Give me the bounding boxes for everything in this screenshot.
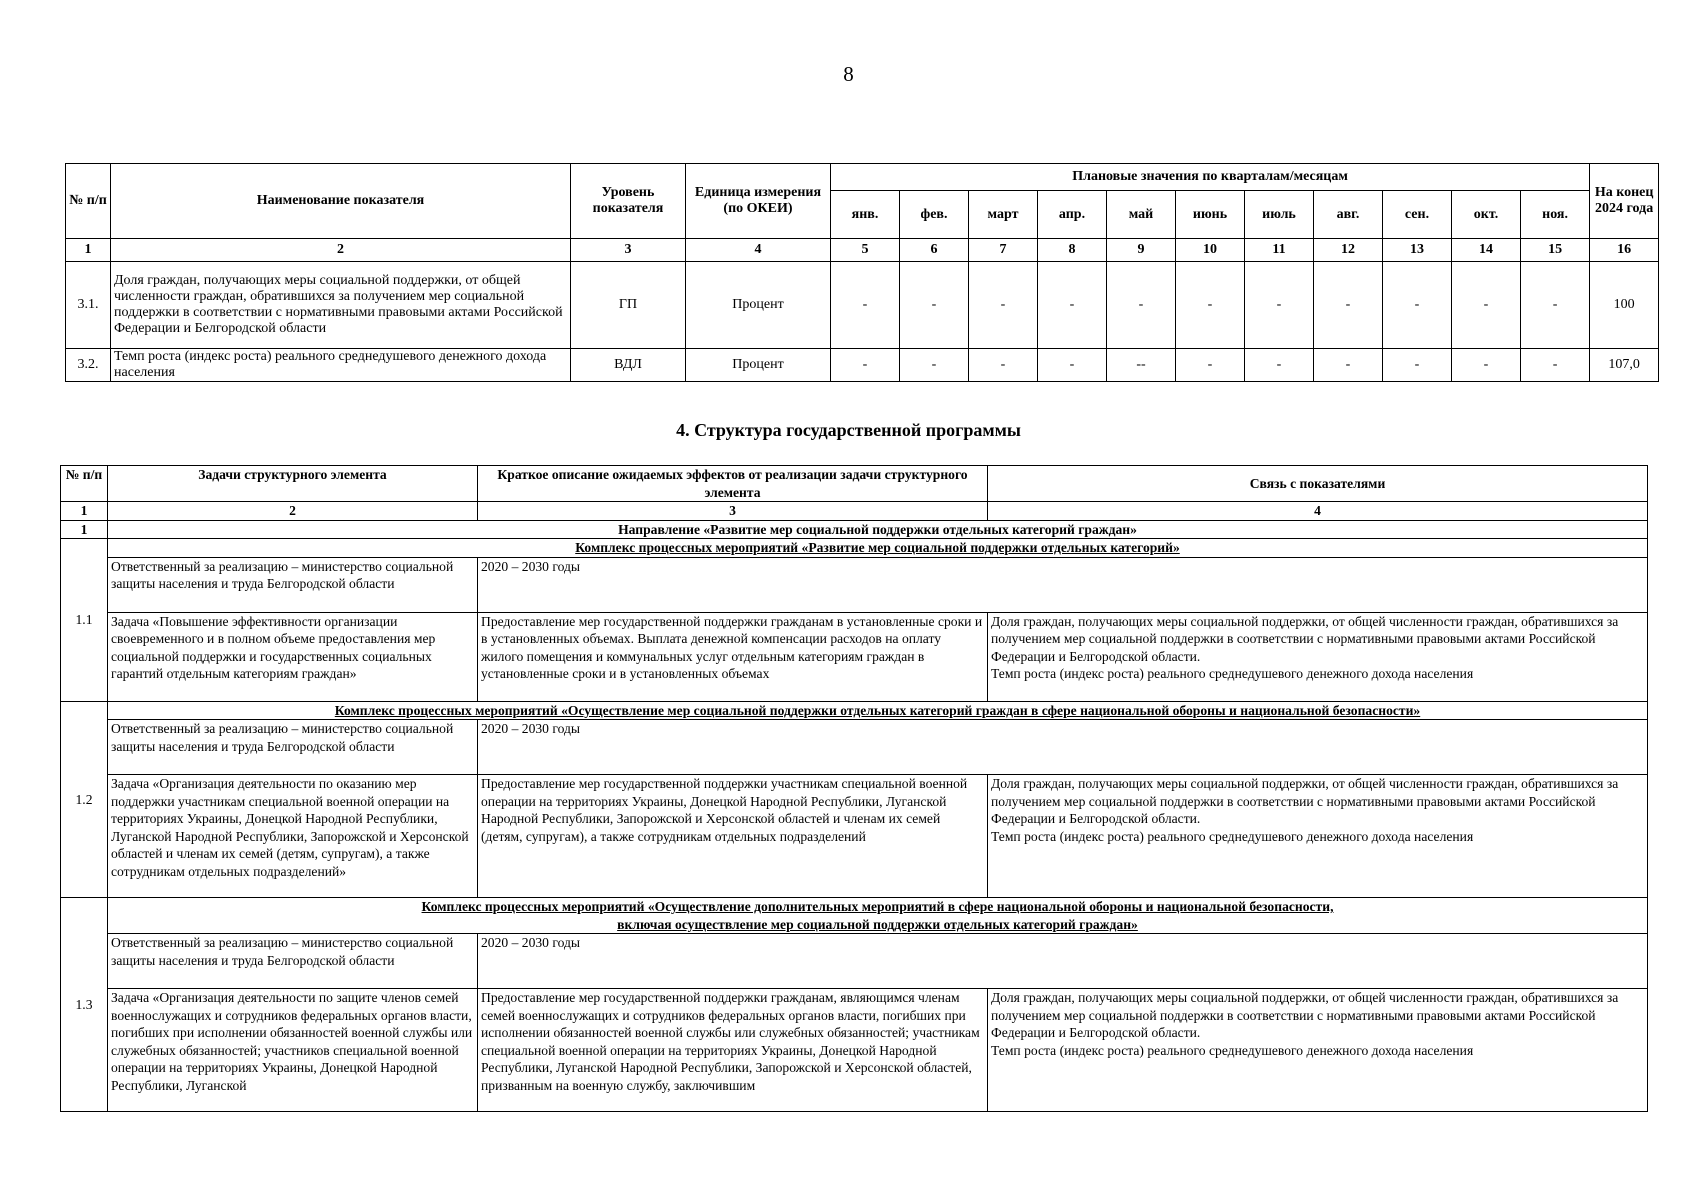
link-indicator-share: Доля граждан, получающих меры социальной поддержки, от общей численности граждан, обратившихся за получением мер социальной поддержки в соответствии с нормативными правовыми актами Российской Федерации и Белгородской области.: [991, 776, 1619, 826]
responsible-text: Ответственный за реализацию – министерство социальной защиты населения и труда Белгородской области: [108, 557, 478, 612]
row-end-value: 100: [1590, 262, 1659, 349]
row-month-value: -: [969, 262, 1038, 349]
effect-text: Предоставление мер государственной поддержки гражданам в установленные сроки и в установленных объемах. Выплата денежной компенсации расходов на оплату жилого помещения и коммунальных услуг отдельным категориям граждан в установленные сроки и в установленных объемах: [478, 612, 988, 701]
col-number: 7: [969, 239, 1038, 262]
task-row: [61, 612, 1648, 701]
complex-title-line2: включая осуществление мер социальной поддержки отдельных категорий граждан»: [617, 916, 1138, 932]
month-header: фев.: [900, 191, 969, 239]
page-number: 8: [843, 62, 854, 86]
row-month-value: -: [1107, 262, 1176, 349]
col-number: 6: [900, 239, 969, 262]
row-end-value: 107,0: [1590, 349, 1659, 382]
complex-row: [61, 701, 1648, 720]
row-month-value: -: [831, 349, 900, 382]
link-indicator-share: Доля граждан, получающих меры социальной поддержки, от общей численности граждан, обратившихся за получением мер социальной поддержки в соответствии с нормативными правовыми актами Российской Федерации и Белгородской области.: [991, 990, 1619, 1040]
header-name: Наименование показателя: [111, 164, 571, 239]
table-row: [66, 349, 1659, 382]
col-number: 3: [571, 239, 686, 262]
row-month-value: -: [900, 349, 969, 382]
responsible-text: Ответственный за реализацию – министерство социальной защиты населения и труда Белгородской области: [108, 934, 478, 989]
row-level: ВДЛ: [571, 349, 686, 382]
period-text: 2020 – 2030 годы: [478, 720, 1648, 775]
header-unit: Единица измерения (по ОКЕИ): [686, 164, 831, 239]
responsible-text: Ответственный за реализацию – министерство социальной защиты населения и труда Белгородской области: [108, 720, 478, 775]
row-month-value: -: [1176, 262, 1245, 349]
row-month-value: -: [1452, 349, 1521, 382]
effect-text: Предоставление мер государственной поддержки гражданам, являющимся членам семей военнослужащих и сотрудников федеральных органов власти, погибших при исполнении обязанностей военной службы или служебных обязанностей; участникам специальной военной операции на территориях Украины, Донецкой Народной Республики, Луганской Народной Республики, Запорожской и Херсонской областей, призванным на военную службу, заключившим: [478, 989, 988, 1112]
row-month-value: -: [831, 262, 900, 349]
col-number: 10: [1176, 239, 1245, 262]
month-header: ноя.: [1521, 191, 1590, 239]
col-number: 16: [1590, 239, 1659, 262]
block-num: 1.2: [61, 701, 108, 898]
month-header: окт.: [1452, 191, 1521, 239]
period-text: 2020 – 2030 годы: [478, 557, 1648, 612]
header-effects: Краткое описание ожидаемых эффектов от реализации задачи структурного элемента: [478, 466, 988, 502]
row-month-value: -: [1314, 262, 1383, 349]
header-link: Связь с показателями: [988, 466, 1648, 502]
row-month-value: -: [969, 349, 1038, 382]
row-month-value: -: [1383, 349, 1452, 382]
col-number: 2: [108, 502, 478, 521]
row-month-value: -: [1521, 349, 1590, 382]
row-month-value: -: [1038, 349, 1107, 382]
row-month-value: --: [1107, 349, 1176, 382]
column-numbers-row: [61, 502, 1648, 521]
header-tasks: Задачи структурного элемента: [108, 466, 478, 502]
row-month-value: -: [1521, 262, 1590, 349]
row-month-value: -: [1314, 349, 1383, 382]
col-number: 9: [1107, 239, 1176, 262]
link-indicator-income: Темп роста (индекс роста) реального среднедушевого денежного дохода населения: [991, 666, 1474, 681]
column-numbers-row: [66, 239, 1659, 262]
header-num: № п/п: [61, 466, 108, 502]
month-header: янв.: [831, 191, 900, 239]
block-num: 1.3: [61, 898, 108, 1112]
link-indicator-income: Темп роста (индекс роста) реального среднедушевого денежного дохода населения: [991, 1042, 1474, 1058]
col-number: 2: [111, 239, 571, 262]
header-num: № п/п: [66, 164, 111, 239]
table-row: [66, 262, 1659, 349]
col-number: 13: [1383, 239, 1452, 262]
header-end: На конец 2024 года: [1590, 164, 1659, 239]
row-month-value: -: [1452, 262, 1521, 349]
structure-header-row: [61, 466, 1648, 502]
link-text: [988, 612, 1648, 701]
link-indicator-income: Темп роста (индекс роста) реального среднедушевого денежного дохода населения: [991, 828, 1474, 844]
indicators-table: [65, 163, 1659, 382]
col-number: 15: [1521, 239, 1590, 262]
task-text: Задача «Организация деятельности по защите членов семей военнослужащих и сотрудников федеральных органов власти, погибших при исполнении обязанностей военной службы или служебных обязанностей; участников специальной военной операции на территориях Украины, Донецкой Народной Республики, Луганской: [108, 989, 478, 1112]
complex-title: Комплекс процессных мероприятий «Развитие мер социальной поддержки отдельных категорий»: [108, 539, 1648, 558]
structure-table: [60, 465, 1648, 1112]
link-text: [988, 989, 1648, 1112]
complex-title-line1: Комплекс процессных мероприятий «Осуществление дополнительных мероприятий в сфере национальной обороны и национальной безопасности,: [421, 899, 1334, 914]
row-month-value: -: [1383, 262, 1452, 349]
col-number: 5: [831, 239, 900, 262]
month-header: март: [969, 191, 1038, 239]
complex-title: [108, 898, 1648, 934]
direction-num: 1: [61, 520, 108, 539]
row-num: 3.1.: [66, 262, 111, 349]
responsible-row: [61, 934, 1648, 989]
col-number: 1: [61, 502, 108, 521]
row-unit: Процент: [686, 262, 831, 349]
col-number: 1: [66, 239, 111, 262]
task-text: Задача «Повышение эффективности организации своевременного и в полном объеме предоставления мер социальной поддержки и государственных социальных гарантий отдельным категориям граждан»: [108, 612, 478, 701]
col-number: 4: [686, 239, 831, 262]
month-header: авг.: [1314, 191, 1383, 239]
row-month-value: -: [1176, 349, 1245, 382]
complex-title: Комплекс процессных мероприятий «Осуществление мер социальной поддержки отдельных категорий граждан в сфере национальной обороны и национальной безопасности»: [108, 701, 1648, 720]
task-text: Задача «Организация деятельности по оказанию мер поддержки участникам специальной военной операции на территориях Украины, Донецкой Народной Республики, Луганской Народной Республики, Запорожской и Херсонской областей и членам их семей (детям, супругам), а также сотрудникам отдельных подразделений»: [108, 775, 478, 898]
col-number: 4: [988, 502, 1648, 521]
indicators-header-row: [66, 164, 1659, 191]
col-number: 11: [1245, 239, 1314, 262]
row-name: Темп роста (индекс роста) реального среднедушевого денежного дохода населения: [111, 349, 571, 382]
month-header: июнь: [1176, 191, 1245, 239]
header-level: Уровень показателя: [571, 164, 686, 239]
month-header: апр.: [1038, 191, 1107, 239]
row-name: Доля граждан, получающих меры социальной поддержки, от общей численности граждан, обратившихся за получением мер социальной поддержки в соответствии с нормативными правовыми актами Российской Федерации и Белгородской области: [111, 262, 571, 349]
month-header: сен.: [1383, 191, 1452, 239]
complex-row: [61, 539, 1648, 558]
row-level: ГП: [571, 262, 686, 349]
col-number: 12: [1314, 239, 1383, 262]
col-number: 14: [1452, 239, 1521, 262]
row-unit: Процент: [686, 349, 831, 382]
task-row: [61, 989, 1648, 1112]
col-number: 3: [478, 502, 988, 521]
period-text: 2020 – 2030 годы: [478, 934, 1648, 989]
complex-row: [61, 898, 1648, 934]
row-month-value: -: [1245, 262, 1314, 349]
effect-text: Предоставление мер государственной поддержки участникам специальной военной операции на территориях Украины, Донецкой Народной Республики, Луганской Народной Республики, Запорожской и Херсонской областей и членам их семей (детям, супругам), а также сотрудникам отдельных подразделений: [478, 775, 988, 898]
task-row: [61, 775, 1648, 898]
month-header: май: [1107, 191, 1176, 239]
row-num: 3.2.: [66, 349, 111, 382]
col-number: 8: [1038, 239, 1107, 262]
month-header: июль: [1245, 191, 1314, 239]
responsible-row: [61, 557, 1648, 612]
block-num: 1.1: [61, 539, 108, 702]
section-title: 4. Структура государственной программы: [676, 420, 1021, 440]
link-text: [988, 775, 1648, 898]
link-indicator-share: Доля граждан, получающих меры социальной поддержки, от общей численности граждан, обратившихся за получением мер социальной поддержки в соответствии с нормативными правовыми актами Российской Федерации и Белгородской области.: [991, 613, 1619, 664]
direction-title: Направление «Развитие мер социальной поддержки отдельных категорий граждан»: [108, 520, 1648, 539]
header-planned: Плановые значения по кварталам/месяцам: [831, 164, 1590, 191]
direction-row: [61, 520, 1648, 539]
row-month-value: -: [1245, 349, 1314, 382]
row-month-value: -: [900, 262, 969, 349]
responsible-row: [61, 720, 1648, 775]
row-month-value: -: [1038, 262, 1107, 349]
